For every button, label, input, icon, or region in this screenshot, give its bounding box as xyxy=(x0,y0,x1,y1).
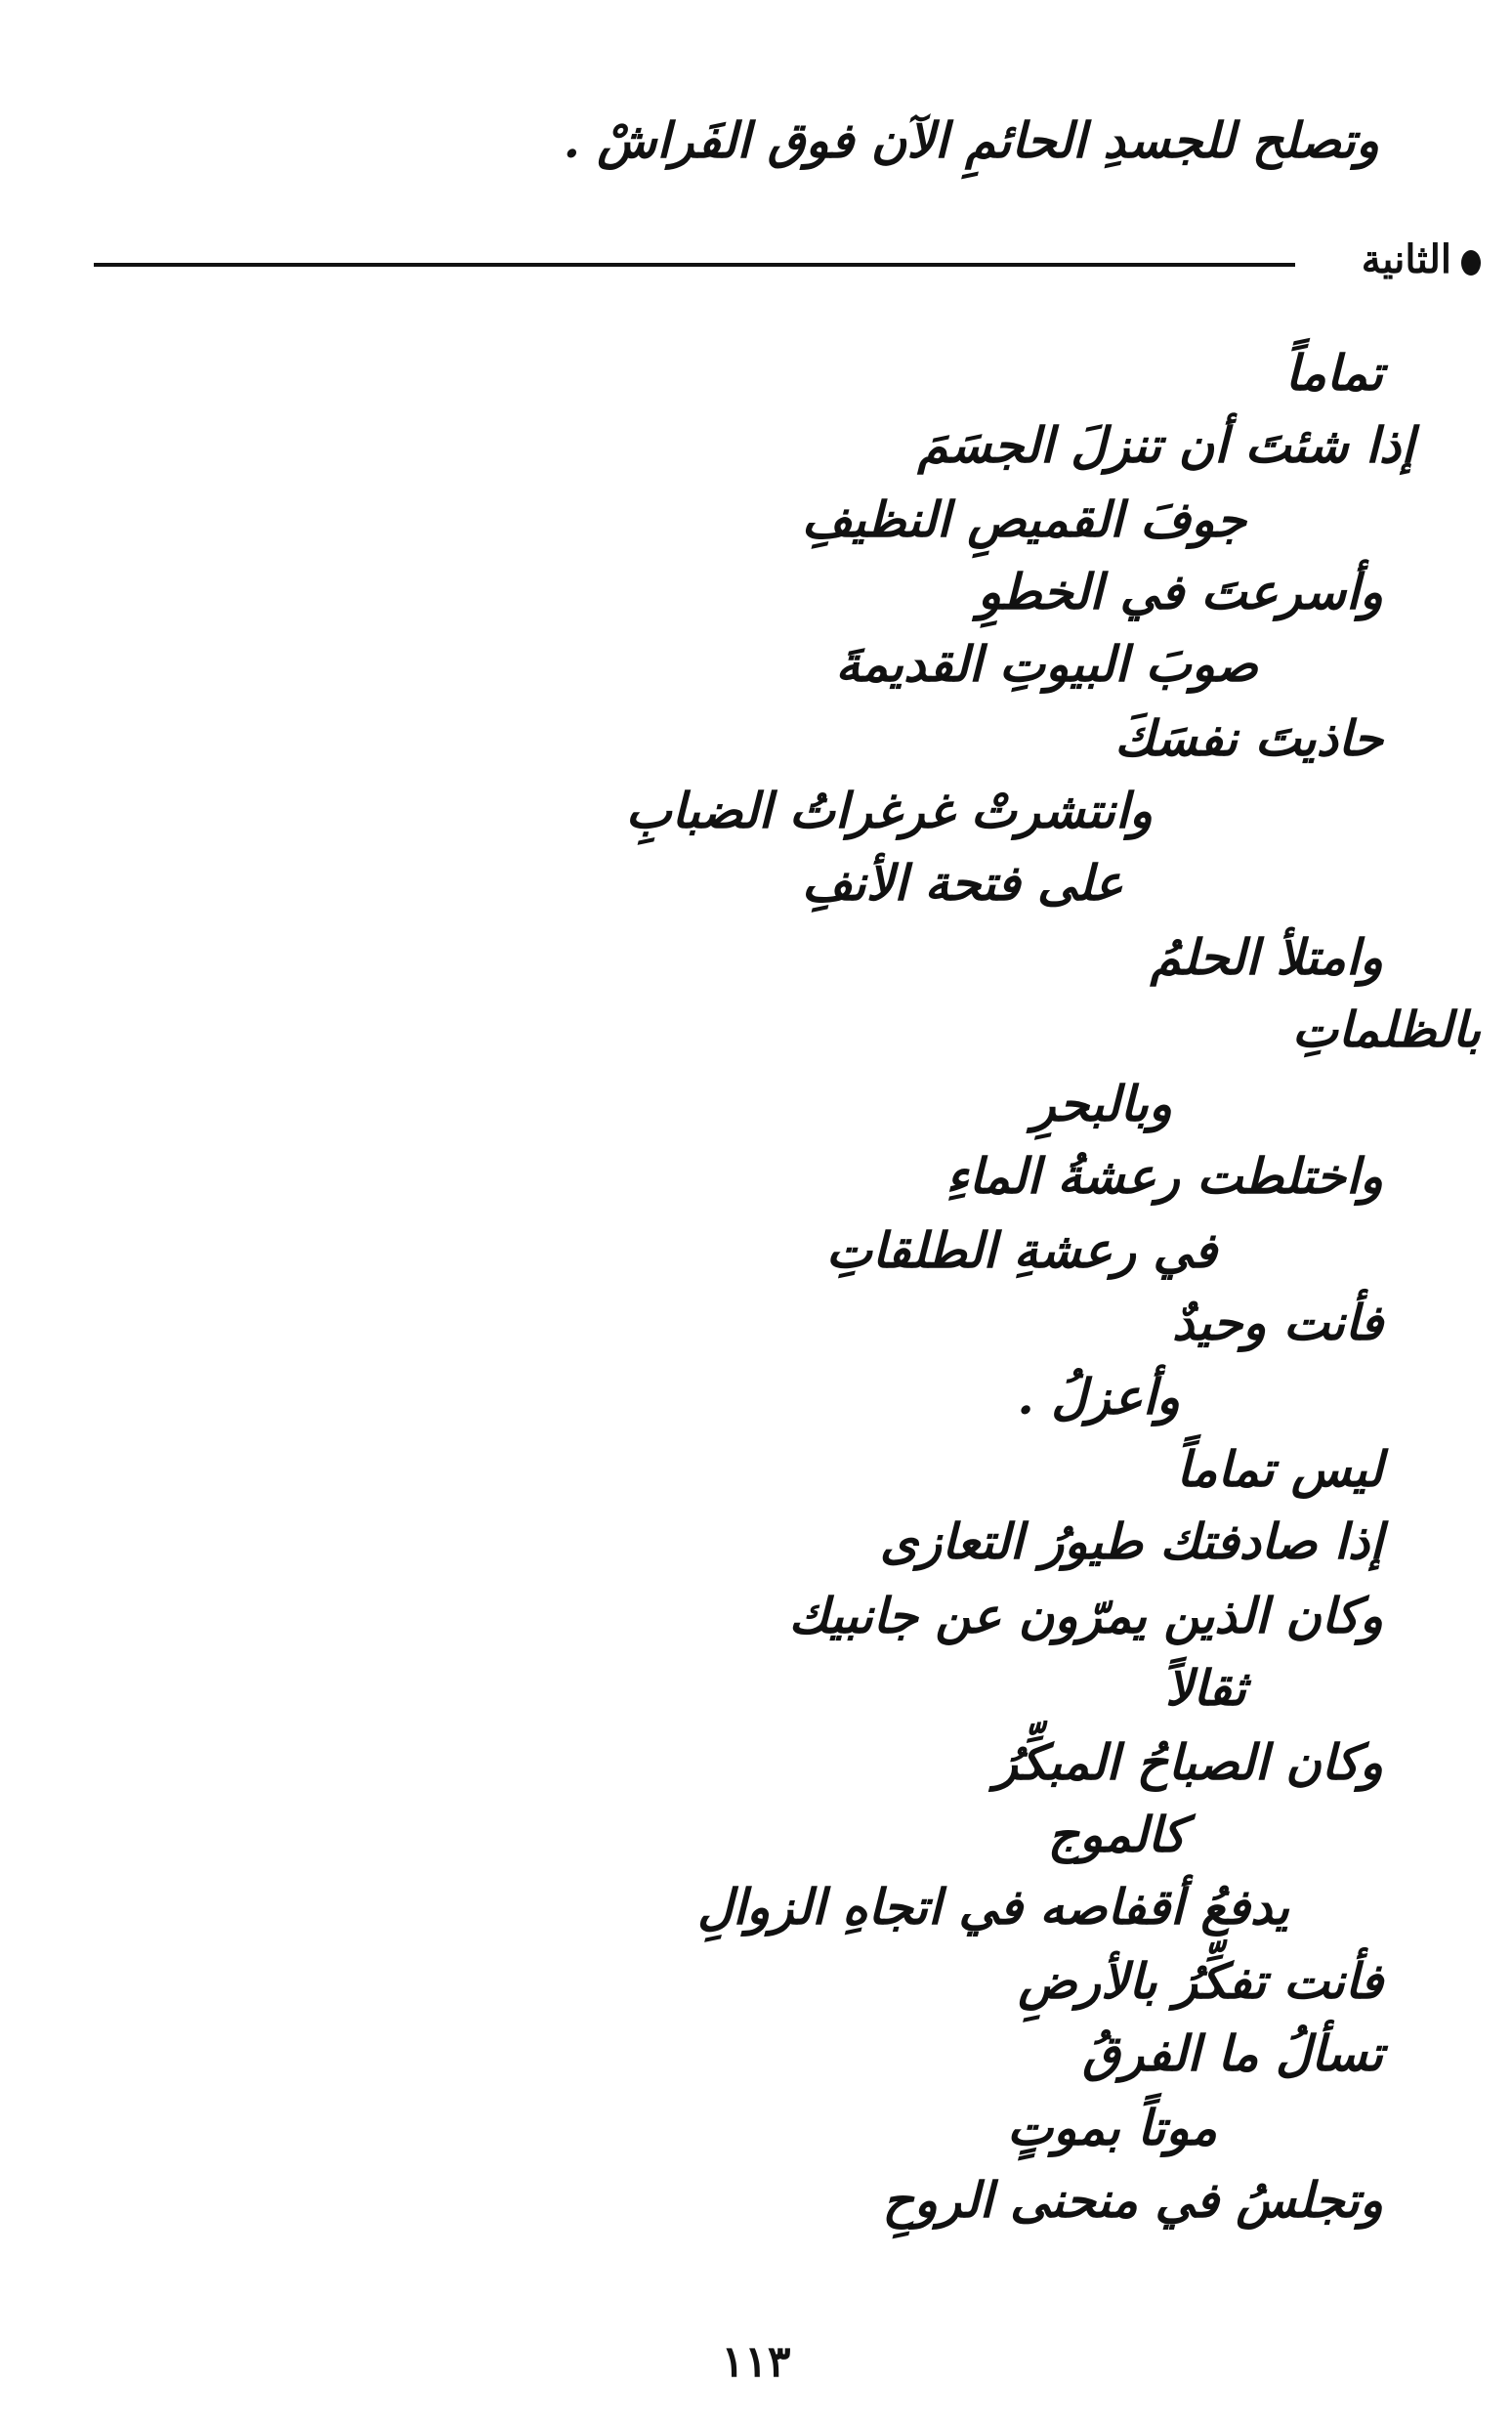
section-rule xyxy=(94,263,1295,267)
poem-line: فأنت تفكِّرُ بالأرضِ xyxy=(1018,1952,1383,2010)
poem-line: ثقالاً xyxy=(1165,1659,1246,1717)
poem-line: يدفعُ أقفاصه في اتجاهِ الزوالِ xyxy=(696,1878,1289,1936)
poem-line: كالموج xyxy=(1047,1806,1186,1863)
poem-line: جوفَ القميصِ النظيفِ xyxy=(801,490,1246,548)
bullet-icon xyxy=(1461,250,1481,276)
section-heading xyxy=(94,233,1481,291)
intro-line: وتصلح للجسدِ الحائمِ الآن فوق الفَراشْ . xyxy=(563,111,1379,169)
page-number: ١١٣ xyxy=(721,2337,791,2387)
poem-line: وأسرعتَ في الخطوِ xyxy=(977,563,1383,620)
poem-line: وكان الذين يمرّون عن جانبيك xyxy=(788,1587,1383,1644)
section-label: الثانية xyxy=(1361,236,1451,282)
poem-line: إذا صادفتك طيورُ التعازى xyxy=(879,1512,1383,1570)
poem-line: وامتلأ الحلمُ xyxy=(1150,928,1383,986)
poem-line: وانتشرتْ غرغراتُ الضبابِ xyxy=(625,782,1153,839)
poem-line: إذا شئتَ أن تنزلَ الجسَمَ xyxy=(917,416,1414,474)
poem-line: على فتحة الأنفِ xyxy=(801,854,1123,912)
poem-line: وتجلسُ في منحنى الروحِ xyxy=(882,2171,1383,2229)
poem-line: بالظلماتِ xyxy=(1291,1001,1481,1058)
poem-line: ليس تماماً xyxy=(1176,1440,1383,1498)
poem-line: وبالبحرِ xyxy=(1031,1075,1172,1132)
poem-line: وكان الصباحُ المبكِّرُ xyxy=(993,1733,1383,1791)
poem-line: فأنت وحيدٌ xyxy=(1172,1294,1383,1351)
poem-line: تماماً xyxy=(1284,344,1383,402)
poem-line: موتاً بموتٍ xyxy=(1007,2099,1217,2156)
poem-line: حاذيتَ نفسَكَ xyxy=(1114,709,1383,767)
poem-line: واختلطت رعشةُ الماءِ xyxy=(945,1147,1383,1205)
poem-line: في رعشةِ الطلقاتِ xyxy=(825,1221,1217,1279)
poem-line: وأعزلُ . xyxy=(1017,1368,1180,1426)
poem-line: صوبَ البيوتِ القديمةَ xyxy=(835,635,1258,693)
poem-line: تسألُ ما الفرقُ xyxy=(1082,2024,1383,2082)
